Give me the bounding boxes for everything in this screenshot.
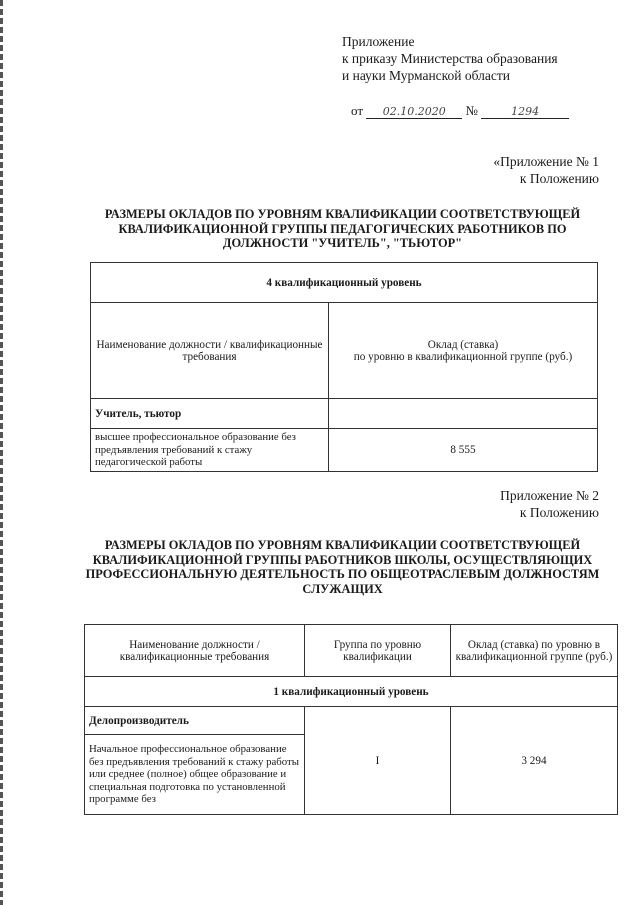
qualification-level: 4 квалификационный уровень bbox=[91, 263, 598, 303]
appendix1-note-line1: «Приложение № 1 bbox=[493, 154, 599, 169]
order-line-2: к приказу Министерства образования bbox=[342, 51, 558, 66]
handwritten-number: 1294 bbox=[481, 105, 569, 119]
appendix2-title: РАЗМЕРЫ ОКЛАДОВ ПО УРОВНЯМ КВАЛИФИКАЦИИ СООТВЕТСТВУЮЩЕЙ КВАЛИФИКАЦИОННОЙ ГРУППЫ РАБОТНИКОВ ШКОЛЫ, ОСУЩЕСТВЛЯЮЩИХ ПРОФЕССИОНАЛЬНУЮ ДЕЯТЕЛЬНОСТЬ ПО ОБЩЕОТРАСЛЕВЫМ ДОЛЖНОСТЯМ СЛУЖАЩИХ bbox=[85, 538, 600, 596]
qualification-requirement: Начальное профессиональное образование без предъявления требований к стажу работы или среднее (полное) общее образование и специальная подготовка по установленной программе без bbox=[85, 735, 305, 815]
order-reference bbox=[342, 33, 558, 84]
qualification-level: 1 квалификационный уровень bbox=[85, 677, 618, 707]
handwritten-date: 02.10.2020 bbox=[366, 105, 462, 119]
qualification-requirement: высшее профессиональное образование без предъявления требований к стажу педагогической работы bbox=[91, 429, 329, 472]
col-header-salary-line1: Оклад (ставка) bbox=[427, 338, 499, 351]
col-header-salary: Оклад (ставка) по уровню в квалификационной группе (руб.) bbox=[451, 625, 618, 677]
appendix1-note-line2: к Положению bbox=[519, 171, 599, 186]
col-header-position: Наименование должности / квалификационные требования bbox=[91, 303, 329, 399]
col-header-group: Группа по уровню квалификации bbox=[305, 625, 451, 677]
salary-value: 3 294 bbox=[451, 707, 618, 815]
col-header-salary-line2: по уровню в квалификационной группе (руб.) bbox=[353, 350, 573, 363]
qualification-group: I bbox=[305, 707, 451, 815]
position-name: Учитель, тьютор bbox=[91, 399, 329, 429]
col-header-position: Наименование должности / квалификационные требования bbox=[85, 625, 305, 677]
col-header-salary bbox=[329, 303, 598, 399]
order-line-1: Приложение bbox=[342, 34, 415, 49]
date-prefix: от bbox=[351, 103, 364, 118]
appendix2-note-line2: к Положению bbox=[519, 505, 599, 520]
salary-value: 8 555 bbox=[329, 429, 598, 472]
number-prefix: № bbox=[465, 103, 478, 118]
order-date-number bbox=[351, 103, 569, 119]
scan-edge bbox=[0, 0, 3, 905]
appendix1-title: РАЗМЕРЫ ОКЛАДОВ ПО УРОВНЯМ КВАЛИФИКАЦИИ СООТВЕТСТВУЮЩЕЙ КВАЛИФИКАЦИОННОЙ ГРУППЫ ПЕДАГОГИЧЕСКИХ РАБОТНИКОВ ПО ДОЛЖНОСТИ "УЧИТЕЛЬ", "ТЬЮТОР" bbox=[104, 207, 581, 250]
order-line-3: и науки Мурманской области bbox=[342, 68, 511, 83]
appendix1-note bbox=[493, 153, 599, 187]
appendix2-note-line1: Приложение № 2 bbox=[500, 488, 599, 503]
position-name: Делопроизводитель bbox=[85, 707, 305, 735]
empty-cell bbox=[329, 399, 598, 429]
appendix2-note bbox=[500, 487, 599, 521]
appendix2-table bbox=[84, 624, 618, 815]
appendix1-table bbox=[90, 262, 598, 472]
